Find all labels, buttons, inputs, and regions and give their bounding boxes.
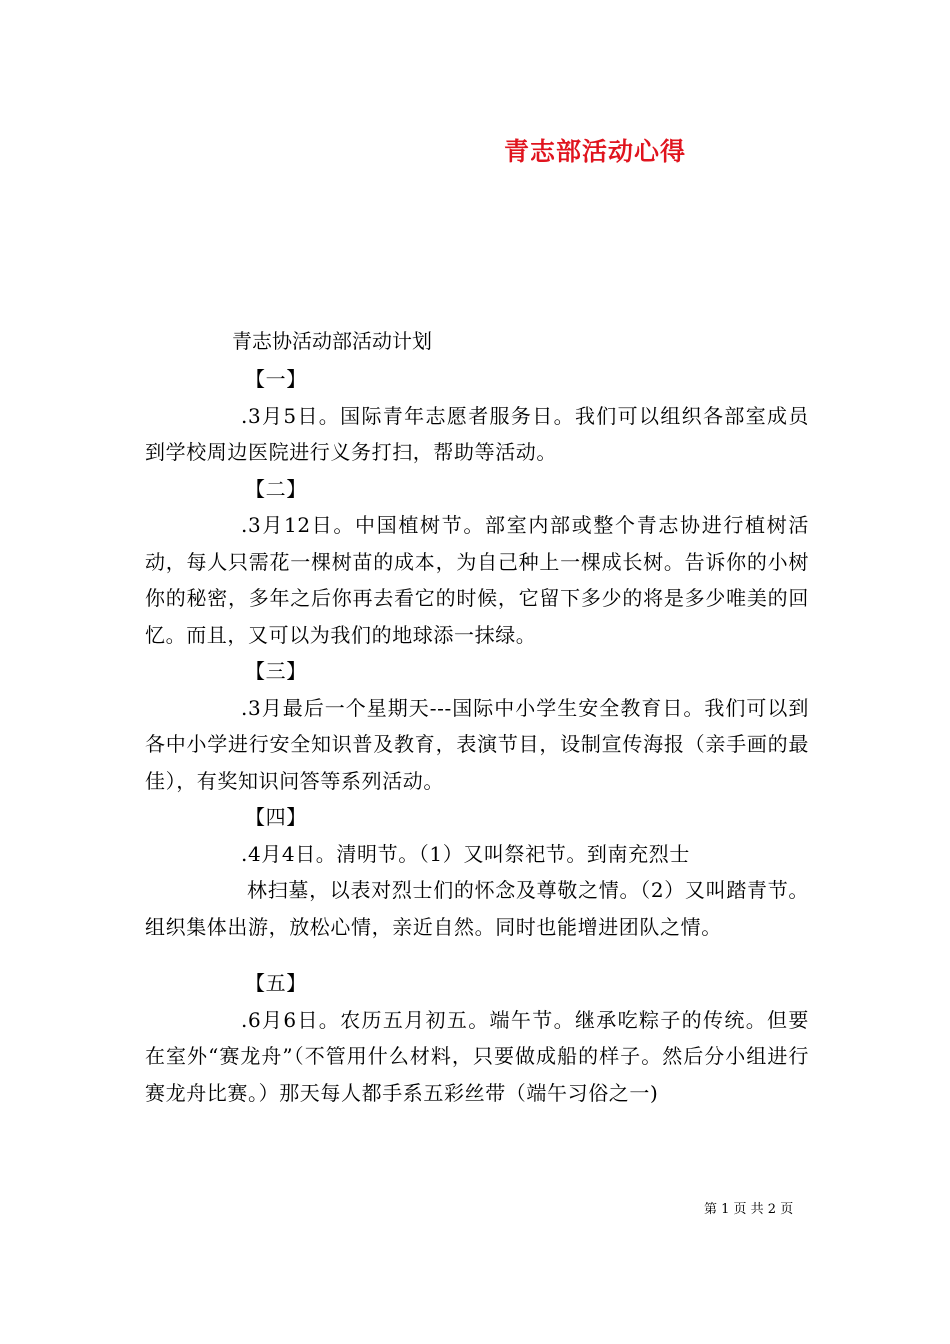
document-title: 青志部活动心得 bbox=[503, 137, 686, 166]
plan-heading: 青志协活动部活动计划 bbox=[232, 329, 432, 353]
section-paragraph-4b: 林扫墓，以表对烈士们的怀念及尊敬之情。（2）又叫踏青节。组织集体出游，放松心情，亲近自然。同时也能增进团队之情。 bbox=[145, 878, 809, 939]
page-number: 第 1 页 共 2 页 bbox=[704, 1202, 794, 1217]
section-label-3: 【三】 bbox=[245, 659, 307, 683]
section-label-5: 【五】 bbox=[245, 971, 307, 995]
document-body bbox=[145, 361, 809, 1111]
section-paragraph-2: .3月12日。中国植树节。部室内部或整个青志协进行植树活动，每人只需花一棵树苗的成本，为自己种上一棵成长树。告诉你的小树你的秘密，多年之后你再去看它的时候，它留下多少的将是多少唯美的回忆。而且，又可以为我们的地球添一抹绿。 bbox=[145, 513, 809, 647]
section-paragraph-3: .3月最后一个星期天---国际中小学生安全教育日。我们可以到各中小学进行安全知识普及教育，表演节目，设制宣传海报（亲手画的最佳），有奖知识问答等系列活动。 bbox=[145, 695, 809, 793]
section-paragraph-4a: .4月4日。清明节。（1）又叫祭祀节。到南充烈士 bbox=[241, 841, 690, 866]
section-label-2: 【二】 bbox=[245, 476, 307, 501]
paragraph-spacer bbox=[145, 945, 809, 965]
section-paragraph-5: .6月6日。农历五月初五。端午节。继承吃粽子的传统。但要在室外“赛龙舟”（不管用什么材料，只要做成船的样子。然后分小组进行赛龙舟比赛。）那天每人都手系五彩丝带（端午习俗之一) bbox=[145, 1007, 809, 1105]
section-paragraph-1: .3月5日。国际青年志愿者服务日。我们可以组织各部室成员到学校周边医院进行义务打扫，帮助等活动。 bbox=[145, 403, 809, 464]
section-label-1: 【一】 bbox=[245, 367, 307, 391]
section-label-4: 【四】 bbox=[245, 805, 307, 829]
